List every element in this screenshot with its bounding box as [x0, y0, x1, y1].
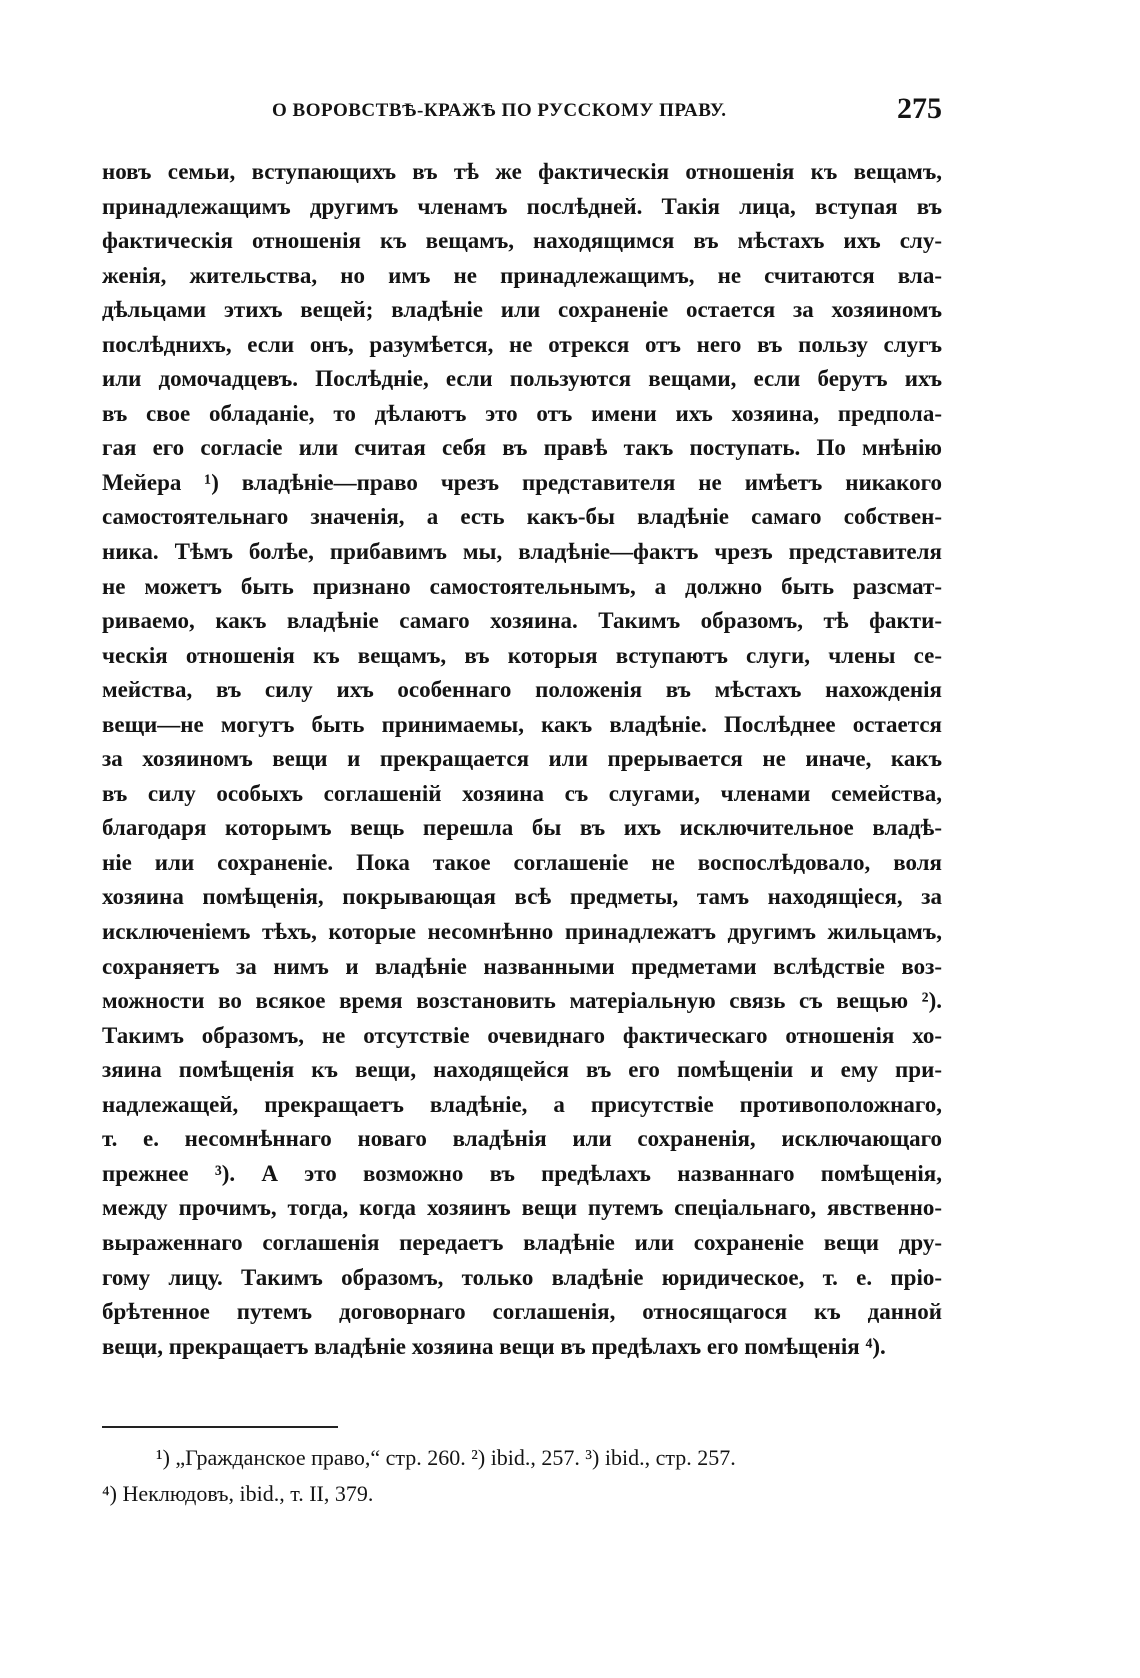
text-line: принадлежащимъ другимъ членамъ послѣдней. Такія лица, вступая въ: [102, 193, 942, 219]
text-line: сохраняетъ за нимъ и владѣніе названными предметами вслѣдствіе воз-: [102, 953, 942, 979]
text-line: вещи—не могутъ быть принимаемы, какъ владѣніе. Послѣднее остается: [102, 711, 942, 737]
running-title: О ВОРОВСТВѢ-КРАЖѢ ПО РУССКОМУ ПРАВУ.: [272, 100, 727, 121]
text-line: гая его согласіе или считая себя въ правѣ такъ поступать. По мнѣнію: [102, 435, 942, 461]
text-line: въ силу особыхъ соглашеній хозяина съ слугами, членами семейства,: [102, 780, 942, 806]
text-line: благодаря которымъ вещь перешла бы въ ихъ исключительное владѣ-: [102, 815, 942, 841]
text-line: мейства, въ силу ихъ особеннаго положенія въ мѣстахъ нахожденія: [102, 677, 942, 703]
text-line: вещи, прекращаетъ владѣніе хозяина вещи въ предѣлахъ его помѣщенія ⁴).: [102, 1333, 886, 1359]
text-line: риваемо, какъ владѣніе самаго хозяина. Такимъ образомъ, тѣ факти-: [102, 608, 942, 634]
footnote-line: ⁴) Неклюдовъ, ibid., т. II, 379.: [102, 1481, 374, 1506]
text-line: прежнее ³). А это возможно въ предѣлахъ названнаго помѣщенія,: [102, 1160, 942, 1186]
text-line: за хозяиномъ вещи и прекращается или прерывается не иначе, какъ: [102, 746, 942, 772]
page-header: [102, 92, 942, 132]
text-line: исключеніемъ тѣхъ, которые несомнѣнно принадлежатъ другимъ жильцамъ,: [102, 919, 942, 945]
text-line: не можетъ быть признано самостоятельнымъ, а должно быть разсмат-: [102, 573, 942, 599]
text-line: самостоятельнаго значенія, а есть какъ-бы владѣніе самаго собствен-: [102, 504, 942, 530]
text-line: т. е. несомнѣннаго новаго владѣнія или сохраненія, исключающаго: [102, 1126, 942, 1152]
page-number: 275: [897, 92, 942, 125]
text-line: зяина помѣщенія къ вещи, находящейся въ его помѣщеніи и ему при-: [102, 1057, 942, 1083]
text-line: новъ семьи, вступающихъ въ тѣ же фактическія отношенія къ вещамъ,: [102, 159, 942, 184]
text-line: ческія отношенія къ вещамъ, въ которыя вступаютъ слуги, члены се-: [102, 642, 942, 668]
text-line: ника. Тѣмъ болѣе, прибавимъ мы, владѣніе—фактъ чрезъ представителя: [102, 539, 942, 565]
text-line: или домочадцевъ. Послѣдніе, если пользуются вещами, если берутъ ихъ: [102, 366, 942, 392]
footnotes: [102, 1440, 942, 1512]
text-line: выраженнаго соглашенія передаетъ владѣніе или сохраненіе вещи дру-: [102, 1229, 942, 1255]
text-line: дѣльцами этихъ вещей; владѣніе или сохраненіе остается за хозяиномъ: [102, 297, 942, 323]
text-line: женія, жительства, но имъ не принадлежащимъ, не считаются вла-: [102, 262, 942, 288]
text-line: надлежащей, прекращаетъ владѣніе, а присутствіе противоположнаго,: [102, 1091, 942, 1117]
text-line: послѣднихъ, если онъ, разумѣется, не отрекся отъ него въ пользу слугъ: [102, 331, 942, 357]
text-line: ніе или сохраненіе. Пока такое соглашеніе не воспослѣдовало, воля: [102, 849, 942, 875]
text-line: въ свое обладаніе, то дѣлаютъ это отъ имени ихъ хозяина, предпола-: [102, 400, 942, 426]
text-line: брѣтенное путемъ договорнаго соглашенія, относящагося къ данной: [102, 1299, 942, 1325]
footnote-divider: [102, 1426, 338, 1428]
text-line: Мейера ¹) владѣніе—право чрезъ представителя не имѣетъ никакого: [102, 469, 942, 495]
footnote-line: ¹) „Гражданское право,“ стр. 260. ²) ibid., 257. ³) ibid., стр. 257.: [156, 1445, 736, 1470]
text-line: гому лицу. Такимъ образомъ, только владѣніе юридическое, т. е. пріо-: [102, 1264, 942, 1290]
text-line: между прочимъ, тогда, когда хозяинъ вещи путемъ спеціальнаго, явственно-: [102, 1195, 942, 1221]
text-line: фактическія отношенія къ вещамъ, находящимся въ мѣстахъ ихъ слу-: [102, 228, 942, 254]
text-line: хозяина помѣщенія, покрывающая всѣ предметы, тамъ находящіеся, за: [102, 884, 942, 910]
body-text: [102, 155, 942, 1364]
text-line: Такимъ образомъ, не отсутствіе очевиднаго фактическаго отношенія хо-: [102, 1022, 942, 1048]
text-line: можности во всякое время возстановить матеріальную связь съ вещью ²).: [102, 988, 942, 1014]
